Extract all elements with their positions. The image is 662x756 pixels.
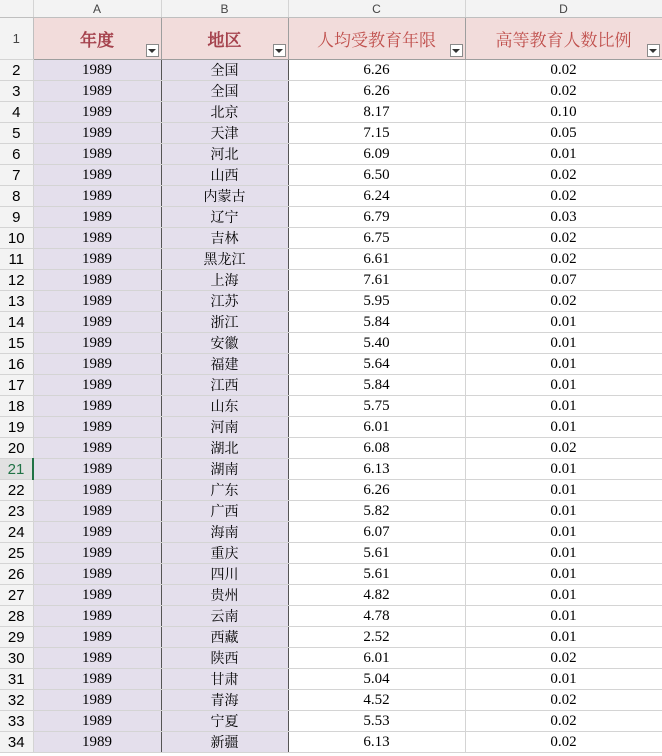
- cell-higher-edu-ratio[interactable]: 0.02: [465, 690, 662, 711]
- cell-higher-edu-ratio[interactable]: 0.01: [465, 669, 662, 690]
- cell-region[interactable]: 内蒙古: [161, 186, 288, 207]
- cell-higher-edu-ratio[interactable]: 0.02: [465, 249, 662, 270]
- cell-year[interactable]: 1989: [33, 627, 161, 648]
- cell-education-years[interactable]: 5.84: [288, 312, 465, 333]
- cell-higher-edu-ratio[interactable]: 0.03: [465, 207, 662, 228]
- cell-year[interactable]: 1989: [33, 606, 161, 627]
- row-header[interactable]: 8: [0, 186, 33, 207]
- column-header-d[interactable]: D: [465, 0, 662, 18]
- chevron-down-icon: [275, 49, 283, 53]
- row-header[interactable]: 6: [0, 144, 33, 165]
- row-header[interactable]: 23: [0, 501, 33, 522]
- cell-year[interactable]: 1989: [33, 60, 161, 81]
- row-header[interactable]: 29: [0, 627, 33, 648]
- table-row: [0, 228, 662, 249]
- cell-higher-edu-ratio[interactable]: 0.01: [465, 333, 662, 354]
- cell-education-years[interactable]: 5.82: [288, 501, 465, 522]
- cell-education-years[interactable]: 6.13: [288, 732, 465, 753]
- cell-education-years[interactable]: 4.78: [288, 606, 465, 627]
- cell-education-years[interactable]: 7.61: [288, 270, 465, 291]
- cell-education-years[interactable]: 6.24: [288, 186, 465, 207]
- table-row: [0, 417, 662, 438]
- table-row: [0, 291, 662, 312]
- cell-education-years[interactable]: 6.79: [288, 207, 465, 228]
- cell-higher-edu-ratio[interactable]: 0.01: [465, 312, 662, 333]
- cell-higher-edu-ratio[interactable]: 0.02: [465, 732, 662, 753]
- cell-education-years[interactable]: 6.07: [288, 522, 465, 543]
- cell-higher-edu-ratio[interactable]: 0.02: [465, 228, 662, 249]
- row-header[interactable]: 22: [0, 480, 33, 501]
- chevron-down-icon: [452, 49, 460, 53]
- cell-region[interactable]: 北京: [161, 102, 288, 123]
- table-row: [0, 375, 662, 396]
- table-row: [0, 81, 662, 102]
- row-header[interactable]: 16: [0, 354, 33, 375]
- table-row: [0, 732, 662, 753]
- cell-education-years[interactable]: 7.15: [288, 123, 465, 144]
- table-row: [0, 186, 662, 207]
- table-row: [0, 438, 662, 459]
- cell-year[interactable]: 1989: [33, 648, 161, 669]
- cell-education-years[interactable]: 5.64: [288, 354, 465, 375]
- cell-region[interactable]: 山西: [161, 165, 288, 186]
- header-label-year: 年度: [80, 31, 114, 51]
- row-header[interactable]: 30: [0, 648, 33, 669]
- row-header[interactable]: 7: [0, 165, 33, 186]
- cell-higher-edu-ratio[interactable]: 0.01: [465, 144, 662, 165]
- cell-region[interactable]: 四川: [161, 564, 288, 585]
- table-row: [0, 144, 662, 165]
- cell-year[interactable]: 1989: [33, 291, 161, 312]
- cell-region[interactable]: 天津: [161, 123, 288, 144]
- row-header[interactable]: 17: [0, 375, 33, 396]
- cell-year[interactable]: 1989: [33, 354, 161, 375]
- cell-year[interactable]: 1989: [33, 711, 161, 732]
- cell-higher-edu-ratio[interactable]: 0.01: [465, 417, 662, 438]
- cell-education-years[interactable]: 6.01: [288, 648, 465, 669]
- row-header[interactable]: 26: [0, 564, 33, 585]
- cell-higher-edu-ratio[interactable]: 0.05: [465, 123, 662, 144]
- row-header[interactable]: 21: [0, 459, 33, 480]
- table-row: [0, 543, 662, 564]
- cell-year[interactable]: 1989: [33, 81, 161, 102]
- header-cell-year[interactable]: [33, 18, 161, 60]
- cell-education-years[interactable]: 5.61: [288, 543, 465, 564]
- cell-higher-edu-ratio[interactable]: 0.02: [465, 165, 662, 186]
- row-header[interactable]: 27: [0, 585, 33, 606]
- cell-higher-edu-ratio[interactable]: 0.01: [465, 375, 662, 396]
- cell-region[interactable]: 全国: [161, 81, 288, 102]
- cell-education-years[interactable]: 6.13: [288, 459, 465, 480]
- cell-education-years[interactable]: 5.84: [288, 375, 465, 396]
- cell-higher-edu-ratio[interactable]: 0.02: [465, 291, 662, 312]
- table-row: [0, 459, 662, 480]
- table-row: [0, 165, 662, 186]
- cell-year[interactable]: 1989: [33, 438, 161, 459]
- cell-region[interactable]: 黑龙江: [161, 249, 288, 270]
- cell-year[interactable]: 1989: [33, 123, 161, 144]
- cell-education-years[interactable]: 6.61: [288, 249, 465, 270]
- cell-region[interactable]: 吉林: [161, 228, 288, 249]
- cell-year[interactable]: 1989: [33, 417, 161, 438]
- row-header[interactable]: 32: [0, 690, 33, 711]
- cell-region[interactable]: 河南: [161, 417, 288, 438]
- table-row: [0, 60, 662, 81]
- cell-year[interactable]: 1989: [33, 564, 161, 585]
- cell-year[interactable]: 1989: [33, 249, 161, 270]
- cell-education-years[interactable]: 6.26: [288, 81, 465, 102]
- cell-higher-edu-ratio[interactable]: 0.02: [465, 186, 662, 207]
- header-label-higher-edu-ratio: 高等教育人数比例: [495, 31, 632, 51]
- header-cell-education-years[interactable]: [288, 18, 465, 60]
- cell-education-years[interactable]: 2.52: [288, 627, 465, 648]
- cell-higher-edu-ratio[interactable]: 0.01: [465, 396, 662, 417]
- select-all-corner[interactable]: [0, 0, 33, 18]
- row-header[interactable]: 11: [0, 249, 33, 270]
- cell-region[interactable]: 海南: [161, 522, 288, 543]
- table-row: [0, 711, 662, 732]
- table-row: [0, 396, 662, 417]
- table-row: [0, 522, 662, 543]
- row-header-1[interactable]: 1: [0, 18, 33, 60]
- table-row: [0, 690, 662, 711]
- cell-education-years[interactable]: 6.50: [288, 165, 465, 186]
- column-header-b[interactable]: B: [161, 0, 288, 18]
- cell-education-years[interactable]: 8.17: [288, 102, 465, 123]
- cell-year[interactable]: 1989: [33, 396, 161, 417]
- column-header-a[interactable]: A: [33, 0, 161, 18]
- header-cell-region[interactable]: [161, 18, 288, 60]
- cell-education-years[interactable]: 6.08: [288, 438, 465, 459]
- cell-region[interactable]: 山东: [161, 396, 288, 417]
- row-header[interactable]: 13: [0, 291, 33, 312]
- cell-region[interactable]: 贵州: [161, 585, 288, 606]
- header-label-region: 地区: [207, 31, 242, 51]
- row-header[interactable]: 15: [0, 333, 33, 354]
- cell-higher-edu-ratio[interactable]: 0.01: [465, 564, 662, 585]
- row-header[interactable]: 34: [0, 732, 33, 753]
- cell-higher-edu-ratio[interactable]: 0.01: [465, 501, 662, 522]
- cell-region[interactable]: 浙江: [161, 312, 288, 333]
- cell-higher-edu-ratio[interactable]: 0.10: [465, 102, 662, 123]
- cell-higher-edu-ratio[interactable]: 0.02: [465, 60, 662, 81]
- cell-year[interactable]: 1989: [33, 522, 161, 543]
- cell-year[interactable]: 1989: [33, 732, 161, 753]
- row-header[interactable]: 3: [0, 81, 33, 102]
- row-header[interactable]: 33: [0, 711, 33, 732]
- table-row: [0, 102, 662, 123]
- cell-year[interactable]: 1989: [33, 501, 161, 522]
- cell-education-years[interactable]: 5.95: [288, 291, 465, 312]
- cell-higher-edu-ratio[interactable]: 0.07: [465, 270, 662, 291]
- cell-year[interactable]: 1989: [33, 165, 161, 186]
- cell-region[interactable]: 湖北: [161, 438, 288, 459]
- header-cell-higher-edu-ratio[interactable]: [465, 18, 662, 60]
- cell-year[interactable]: 1989: [33, 459, 161, 480]
- table-row: [0, 312, 662, 333]
- cell-higher-edu-ratio[interactable]: 0.01: [465, 459, 662, 480]
- row-header[interactable]: 24: [0, 522, 33, 543]
- cell-education-years[interactable]: 4.52: [288, 690, 465, 711]
- cell-education-years[interactable]: 4.82: [288, 585, 465, 606]
- row-header[interactable]: 20: [0, 438, 33, 459]
- row-header[interactable]: 12: [0, 270, 33, 291]
- cell-higher-edu-ratio[interactable]: 0.02: [465, 81, 662, 102]
- cell-region[interactable]: 全国: [161, 60, 288, 81]
- cell-region[interactable]: 福建: [161, 354, 288, 375]
- table-row: [0, 333, 662, 354]
- cell-year[interactable]: 1989: [33, 333, 161, 354]
- table-row: [0, 564, 662, 585]
- cell-year[interactable]: 1989: [33, 690, 161, 711]
- cell-region[interactable]: 甘肃: [161, 669, 288, 690]
- cell-year[interactable]: 1989: [33, 312, 161, 333]
- cell-education-years[interactable]: 6.01: [288, 417, 465, 438]
- cell-year[interactable]: 1989: [33, 585, 161, 606]
- cell-year[interactable]: 1989: [33, 207, 161, 228]
- cell-region[interactable]: 辽宁: [161, 207, 288, 228]
- cell-education-years[interactable]: 6.26: [288, 480, 465, 501]
- cell-year[interactable]: 1989: [33, 669, 161, 690]
- cell-higher-edu-ratio[interactable]: 0.02: [465, 711, 662, 732]
- cell-year[interactable]: 1989: [33, 102, 161, 123]
- cell-region[interactable]: 西藏: [161, 627, 288, 648]
- table-row: [0, 270, 662, 291]
- cell-year[interactable]: 1989: [33, 480, 161, 501]
- cell-education-years[interactable]: 5.04: [288, 669, 465, 690]
- cell-higher-edu-ratio[interactable]: 0.01: [465, 585, 662, 606]
- table-row: [0, 123, 662, 144]
- cell-year[interactable]: 1989: [33, 543, 161, 564]
- cell-higher-edu-ratio[interactable]: 0.02: [465, 648, 662, 669]
- cell-year[interactable]: 1989: [33, 375, 161, 396]
- row-header[interactable]: 25: [0, 543, 33, 564]
- row-header[interactable]: 10: [0, 228, 33, 249]
- cell-region[interactable]: 江苏: [161, 291, 288, 312]
- table-row: [0, 585, 662, 606]
- cell-education-years[interactable]: 6.26: [288, 60, 465, 81]
- row-header[interactable]: 9: [0, 207, 33, 228]
- cell-higher-edu-ratio[interactable]: 0.01: [465, 543, 662, 564]
- cell-higher-edu-ratio[interactable]: 0.01: [465, 606, 662, 627]
- cell-region[interactable]: 新疆: [161, 732, 288, 753]
- header-label-education-years: 人均受教育年限: [317, 31, 436, 51]
- table-row: [0, 669, 662, 690]
- cell-region[interactable]: 云南: [161, 606, 288, 627]
- table-row: [0, 207, 662, 228]
- cell-year[interactable]: 1989: [33, 186, 161, 207]
- row-header[interactable]: 31: [0, 669, 33, 690]
- table-row: [0, 249, 662, 270]
- cell-education-years[interactable]: 6.09: [288, 144, 465, 165]
- cell-education-years[interactable]: 5.53: [288, 711, 465, 732]
- cell-higher-edu-ratio[interactable]: 0.02: [465, 438, 662, 459]
- cell-higher-edu-ratio[interactable]: 0.01: [465, 627, 662, 648]
- cell-region[interactable]: 江西: [161, 375, 288, 396]
- cell-region[interactable]: 安徽: [161, 333, 288, 354]
- table-row: [0, 501, 662, 522]
- cell-region[interactable]: 河北: [161, 144, 288, 165]
- cell-region[interactable]: 重庆: [161, 543, 288, 564]
- cell-education-years[interactable]: 5.61: [288, 564, 465, 585]
- cell-higher-edu-ratio[interactable]: 0.01: [465, 480, 662, 501]
- row-header[interactable]: 5: [0, 123, 33, 144]
- filter-dropdown-education-years[interactable]: [450, 44, 463, 57]
- cell-education-years[interactable]: 5.40: [288, 333, 465, 354]
- row-header[interactable]: 19: [0, 417, 33, 438]
- cell-region[interactable]: 湖南: [161, 459, 288, 480]
- filter-dropdown-region[interactable]: [273, 44, 286, 57]
- row-header[interactable]: 28: [0, 606, 33, 627]
- row-header[interactable]: 2: [0, 60, 33, 81]
- cell-education-years[interactable]: 6.75: [288, 228, 465, 249]
- cell-region[interactable]: 上海: [161, 270, 288, 291]
- cell-year[interactable]: 1989: [33, 270, 161, 291]
- filter-dropdown-year[interactable]: [146, 44, 159, 57]
- table-row: [0, 606, 662, 627]
- cell-region[interactable]: 陕西: [161, 648, 288, 669]
- cell-region[interactable]: 宁夏: [161, 711, 288, 732]
- chevron-down-icon: [148, 49, 156, 53]
- chevron-down-icon: [649, 49, 657, 53]
- table-row: [0, 648, 662, 669]
- row-header[interactable]: 18: [0, 396, 33, 417]
- cell-higher-edu-ratio[interactable]: 0.01: [465, 354, 662, 375]
- column-header-c[interactable]: C: [288, 0, 465, 18]
- cell-education-years[interactable]: 5.75: [288, 396, 465, 417]
- cell-year[interactable]: 1989: [33, 228, 161, 249]
- table-row: [0, 480, 662, 501]
- cell-region[interactable]: 青海: [161, 690, 288, 711]
- cell-year[interactable]: 1989: [33, 144, 161, 165]
- cell-region[interactable]: 广西: [161, 501, 288, 522]
- table-row: [0, 354, 662, 375]
- row-header[interactable]: 14: [0, 312, 33, 333]
- filter-dropdown-higher-edu-ratio[interactable]: [647, 44, 660, 57]
- row-header[interactable]: 4: [0, 102, 33, 123]
- cell-higher-edu-ratio[interactable]: 0.01: [465, 522, 662, 543]
- table-row: [0, 627, 662, 648]
- cell-region[interactable]: 广东: [161, 480, 288, 501]
